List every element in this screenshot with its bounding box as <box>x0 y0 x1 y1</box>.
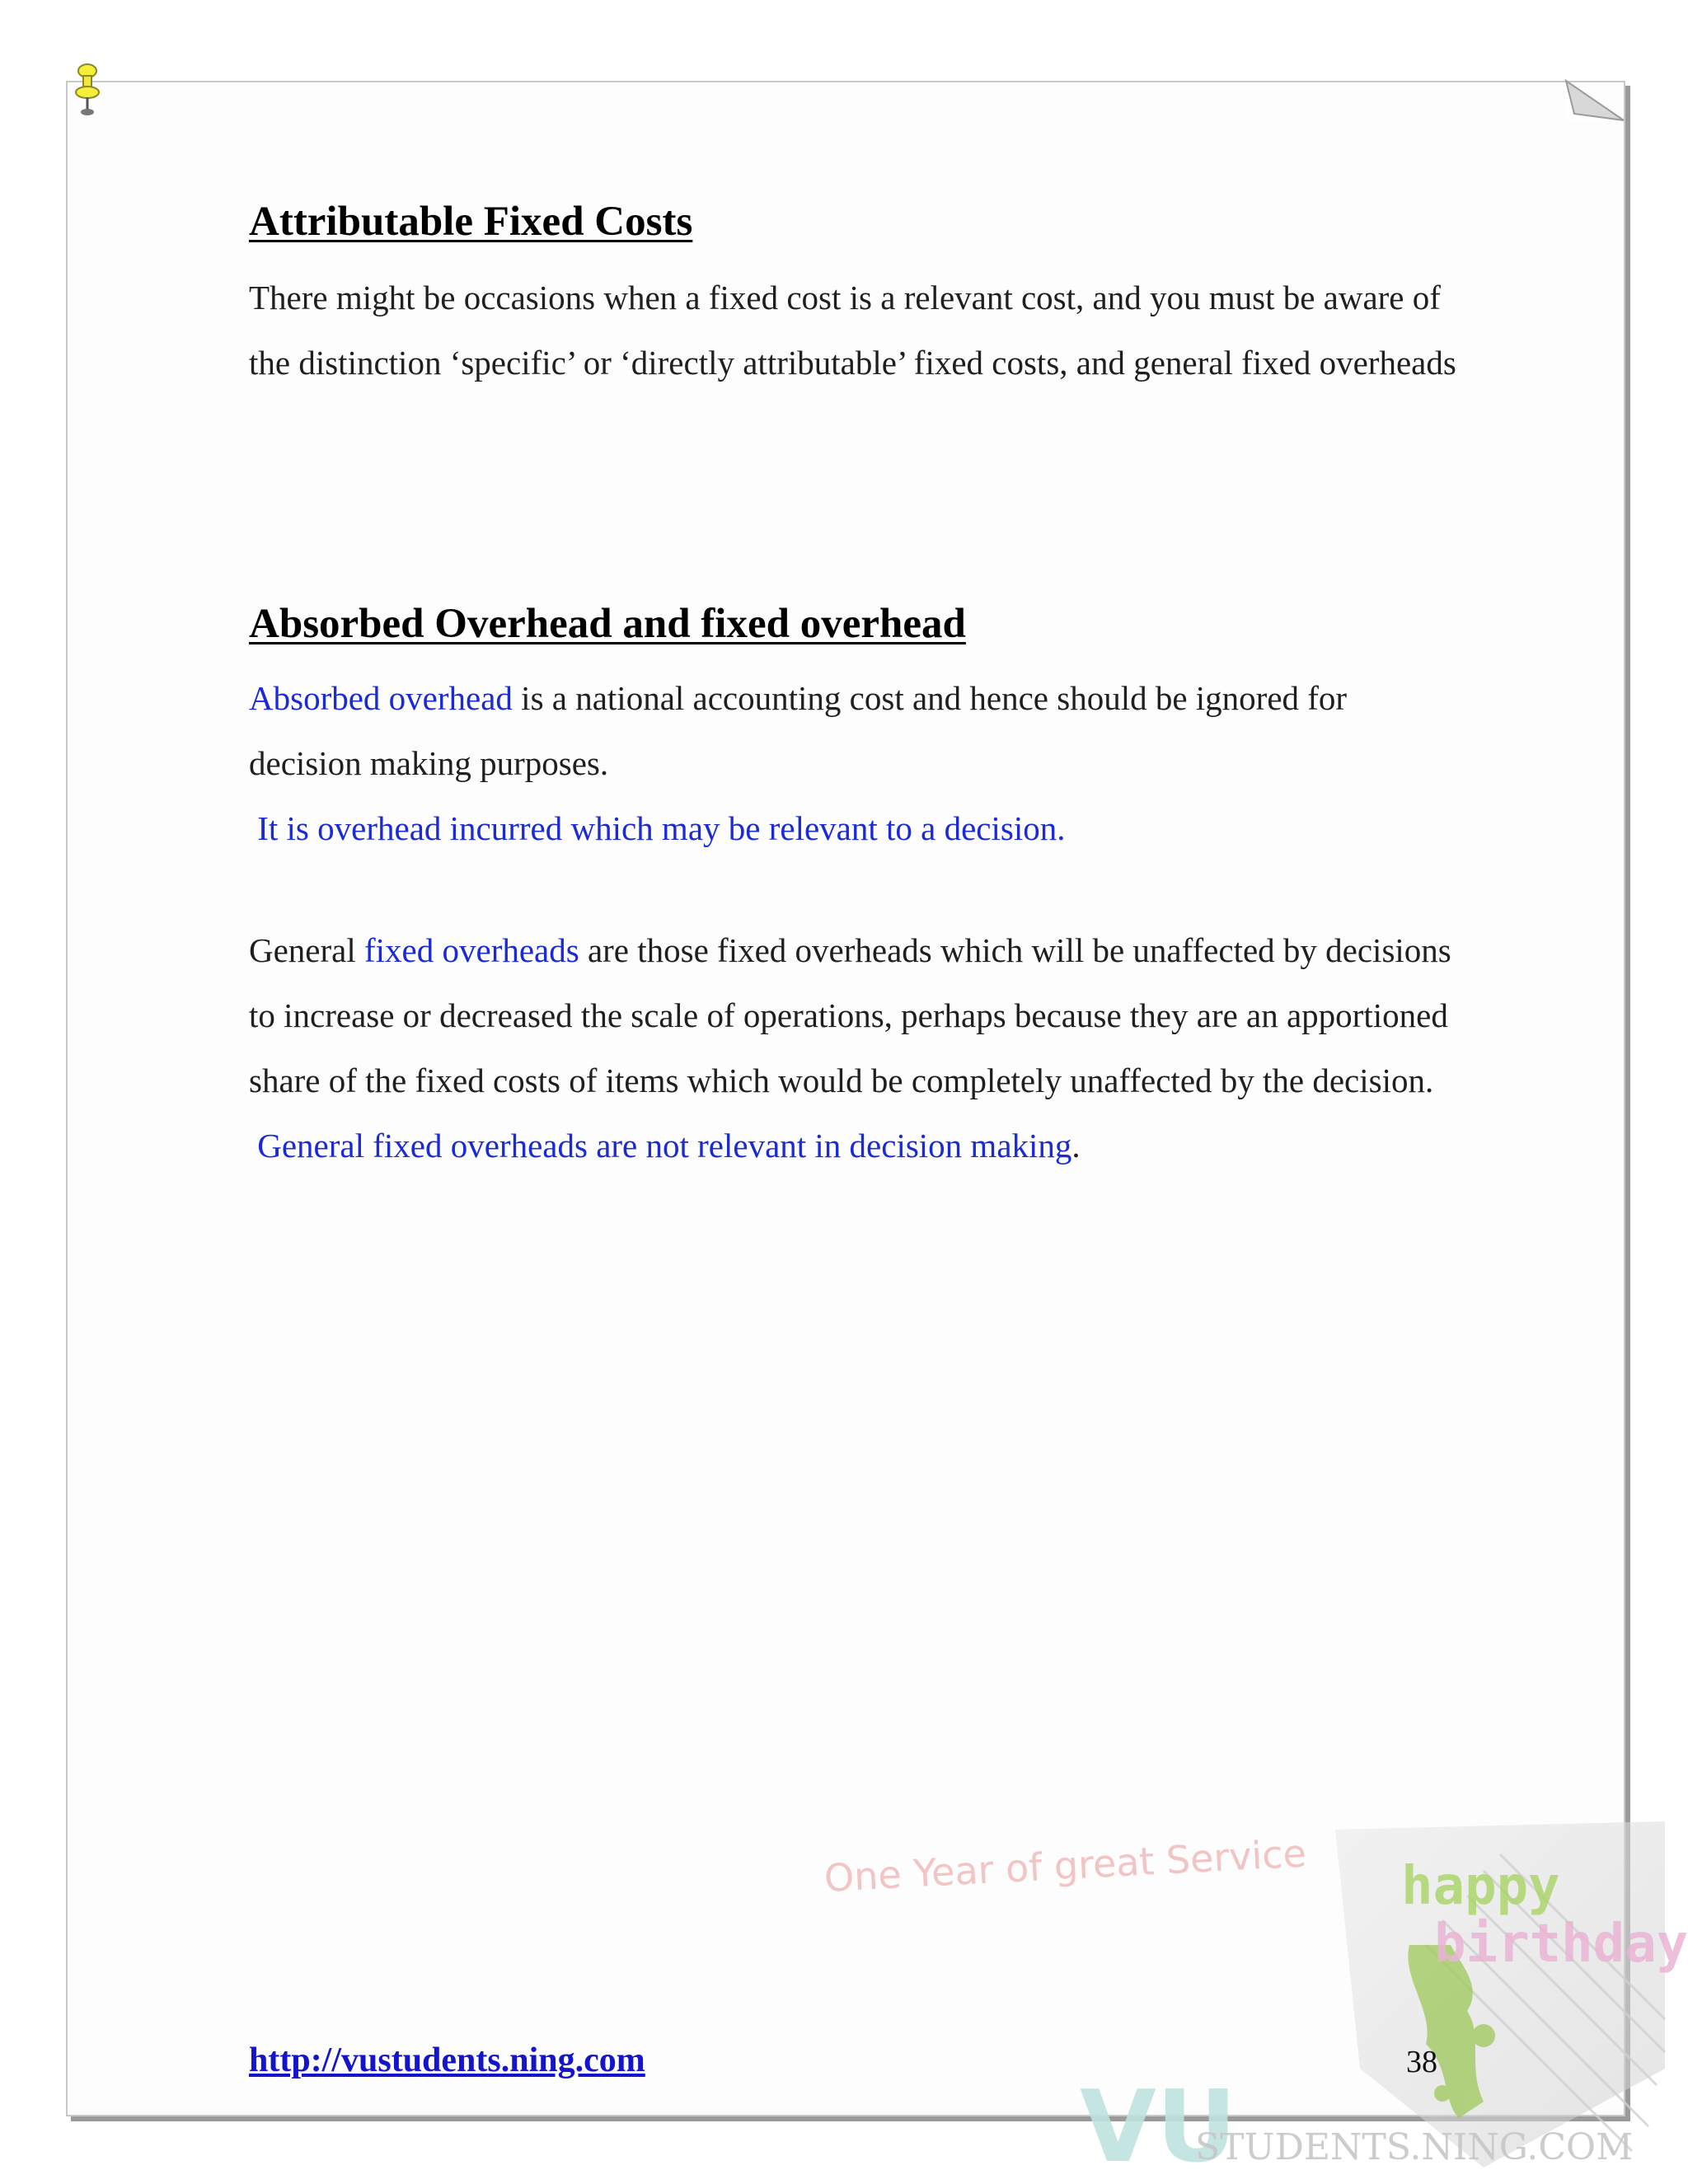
paragraph-general-fixed-overheads <box>249 918 1461 1179</box>
watermark-logo <box>1080 1821 1688 2184</box>
watermark-tagline: One Year of great Service <box>823 1830 1308 1900</box>
highlight-overhead-incurred: It is overhead incurred which may be relevant to a decision <box>257 809 1057 847</box>
general-fixed-overheads-lead: General <box>249 931 364 969</box>
paragraph-attributable-fixed-costs: There might be occasions when a fixed cost is a relevant cost, and you must be aware of the distinction ‘specific’ or ‘directly attributable’ fixed costs, and general fixed overheads <box>249 279 1456 382</box>
footer-website-link[interactable]: http://vustudents.ning.com <box>249 2041 645 2079</box>
page-fold-corner <box>1566 81 1624 120</box>
page-number: 38 <box>1406 2045 1437 2079</box>
watermark-brand-big: VU <box>1080 2070 1237 2184</box>
term-absorbed-overhead: Absorbed overhead <box>249 679 513 717</box>
watermark-brand-small: STUDENTS.NING.COM <box>1195 2126 1634 2168</box>
highlight-not-relevant: General fixed overheads are not relevant in decision making <box>257 1127 1072 1165</box>
absorbed-overhead-text: is a national accounting cost and hence should be ignored for decision making purposes. <box>249 679 1348 782</box>
highlight-end-period: . <box>1071 1127 1081 1165</box>
section-heading-absorbed-overhead: Absorbed Overhead and fixed overhead <box>249 601 966 647</box>
general-fixed-overheads-text: are those fixed overheads which will be unaffected by decisions to increase or decreased the scale of operations, perhaps because they are an apportioned share of the fixed costs of items which would be completely unaffected by the decision. <box>249 931 1451 1099</box>
highlight-end-punctuation: . <box>1057 809 1066 847</box>
paragraph-absorbed-overhead <box>249 666 1461 861</box>
section-heading-attributable-fixed-costs: Attributable Fixed Costs <box>249 199 693 245</box>
term-fixed-overheads: fixed overheads <box>364 931 579 969</box>
pushpin-icon <box>71 63 104 117</box>
watermark-logo-word1: happy <box>1401 1856 1560 1917</box>
watermark-logo-word2: birthday <box>1434 1914 1688 1975</box>
